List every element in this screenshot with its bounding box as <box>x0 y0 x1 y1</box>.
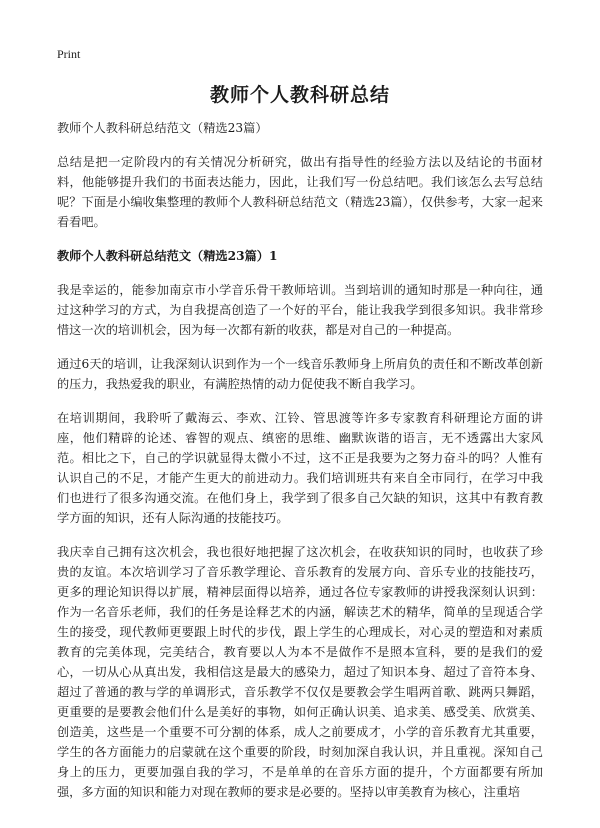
body-paragraph: 在培训期间，我聆听了戴海云、李欢、江铃、管思渡等许多专家教育科研理论方面的讲座，他们精辟的论述、睿智的观点、缜密的思维、幽默诙谐的语言，无不透露出大家风范。相比之下，自己的学识就显得太微小不过，这不正是我要为之努力奋斗的吗？人惟有认识自己的不足，才能产生更大的前进动力。我们培训班共有来自全市同行，在学习中我们也进行了很多沟通交流。在他们身上，我学到了很多自己欠缺的知识，这其中有教育教学方面的知识，还有人际沟通的技能技巧。 <box>57 411 543 525</box>
document-subtitle: 教师个人教科研总结范文（精选23篇） <box>57 121 268 135</box>
print-link[interactable]: Print <box>57 47 81 61</box>
intro-paragraph: 总结是把一定阶段内的有关情况分析研究，做出有指导性的经验方法以及结论的书面材料，他能够提升我们的书面表达能力，因此，让我们写一份总结吧。我们该怎么去写总结呢？下面是小编收集整理的教师个人教科研总结范文（精选23篇），仅供参考，大家一起来看看吧。 <box>57 155 543 229</box>
document-body <box>57 118 543 816</box>
page-title: 教师个人教科研总结 <box>209 84 390 106</box>
section-heading: 教师个人教科研总结范文（精选23篇）1 <box>57 249 278 263</box>
body-paragraph: 通过6天的培训，让我深刻认识到作为一个一线音乐教师身上所肩负的责任和不断改革创新的压力，我热爱我的职业，有满腔热情的动力促使我不断自我学习。 <box>57 357 543 391</box>
body-paragraph: 我是幸运的，能参加南京市小学音乐骨干教师培训。当到培训的通知时那是一种向往，通过这种学习的方式，为自我提高创造了一个好的平台，能让我我学到很多知识。我非常珍惜这一次的培训机会，因为每一次都有新的收获，都是对自己的一种提高。 <box>57 283 543 337</box>
body-paragraph: 我庆幸自己拥有这次机会，我也很好地把握了这次机会，在收获知识的同时，也收获了珍贵的友谊。本次培训学习了音乐教学理论、音乐教育的发展方向、音乐专业的技能技巧，更多的理论知识得以扩展，精神层面得以培养，通过各位专家教师的讲授我深刻认识到：作为一名音乐老师，我们的任务是诠释艺术的内涵，解读艺术的精华，简单的呈现适合学生的接受，现代教师更要跟上时代的步伐，跟上学生的心理成长，对心灵的塑造和对素质教育的完美体现，完美结合，教育要以人为本不是做作不是照本宣科，要的是我们的爱心，一切从心从真出发，我相信这是最大的感染力，超过了知识本身、超过了音符本身、超过了普通的教与学的单调形式，音乐教学不仅仅是要教会学生唱两首歌、跳两只舞蹈，更重要的是要教会他们什么是美好的事物，如何正确认识美、追求美、感受美、欣赏美、创造美，这些是一个重要不可分割的体系，成人之前要成才，小学的音乐教育尤其重要，学生的各方面能力的启蒙就在这个重要的阶段，时刻加深自我认识，并且重视。深知自己身上的压力，更要加强自我的学习，不是单单的在音乐方面的提升，个方面都要有所加强，多方面的知识和能力对现在教师的要求是必要的。坚持以审美教育为核心，注重培 <box>57 545 543 799</box>
